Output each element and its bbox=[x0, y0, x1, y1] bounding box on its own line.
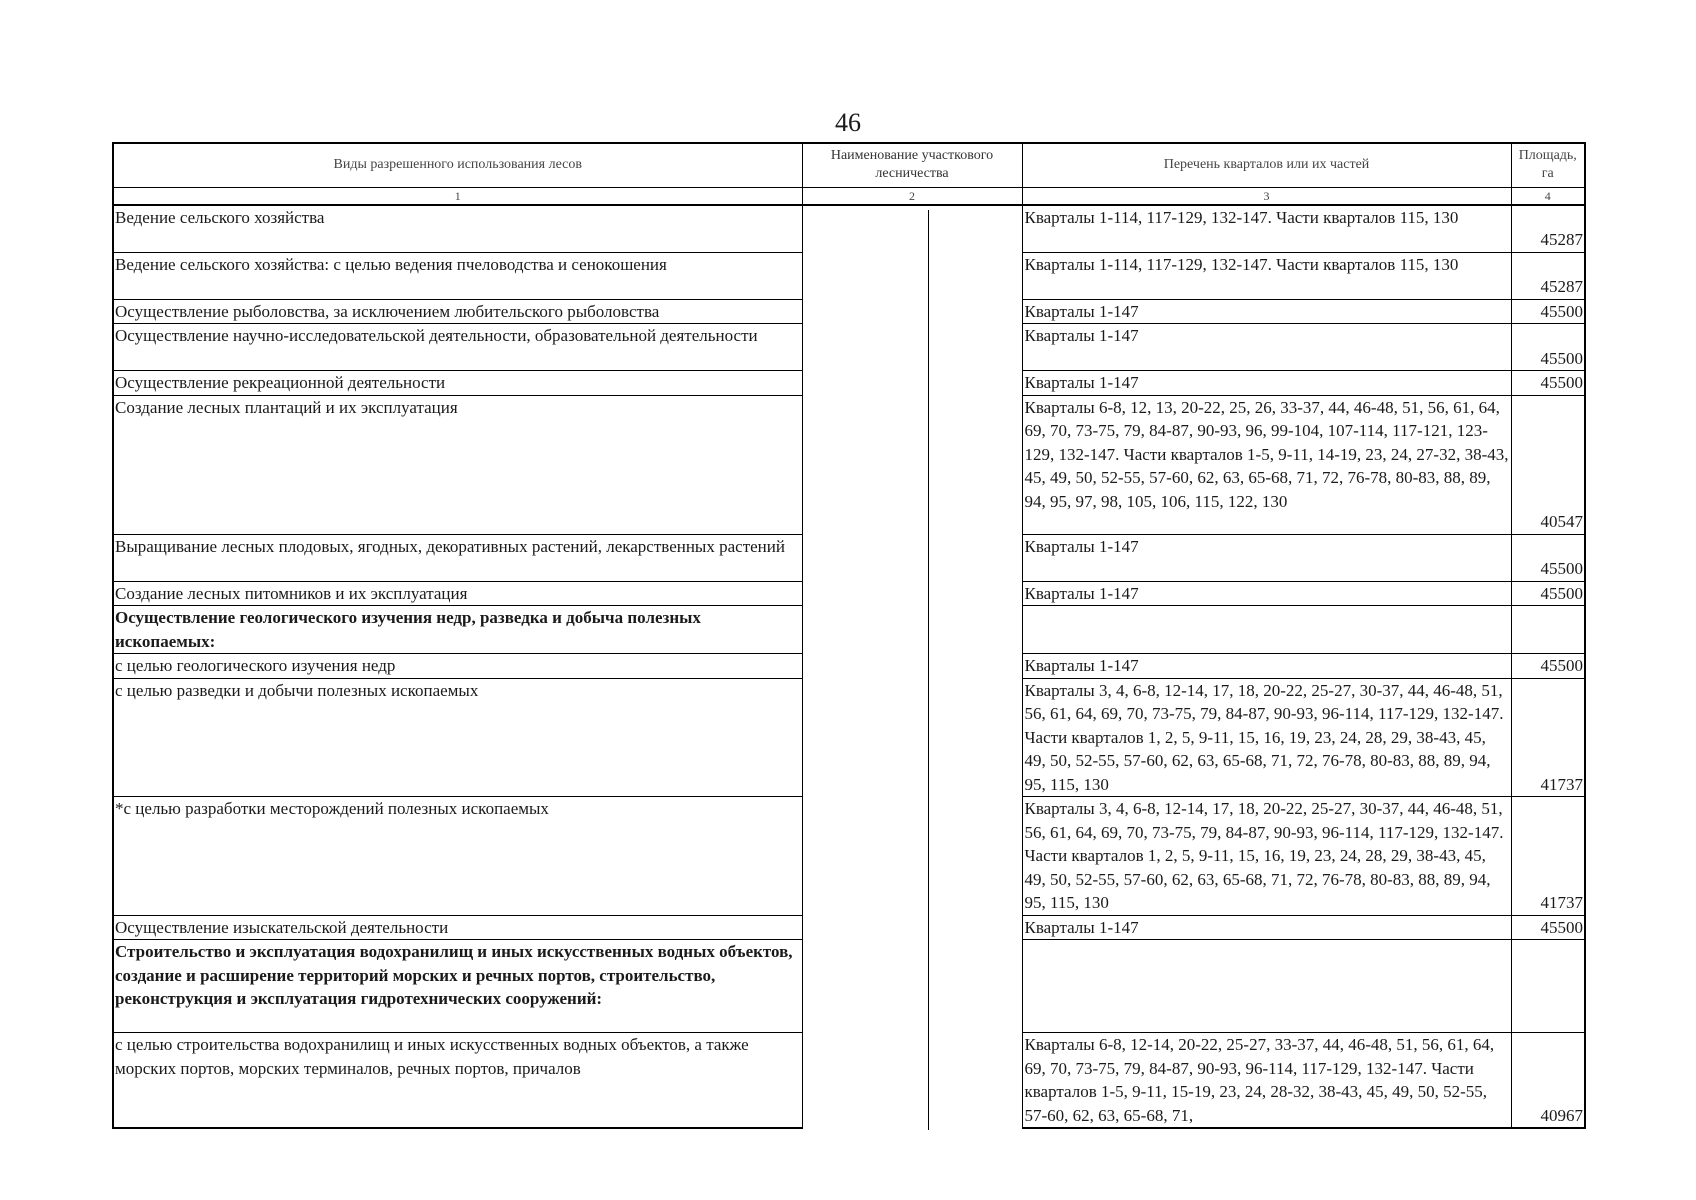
area-cell bbox=[1511, 606, 1585, 654]
use-type-cell: Строительство и эксплуатация водохранилищ и иных искусственных водных объектов, создание и расширение территорий морских и речных портов, строительство, реконструкция и эксплуатация гидротехнических сооружений: bbox=[113, 940, 802, 1033]
forestry-column-divider bbox=[928, 210, 929, 1130]
table-row bbox=[113, 606, 1585, 654]
quarters-cell: Кварталы 1-114, 117-129, 132-147. Части кварталов 115, 130 bbox=[1022, 252, 1511, 299]
use-type-cell: Осуществление изыскательской деятельности bbox=[113, 915, 802, 940]
use-type-cell: Создание лесных плантаций и их эксплуатация bbox=[113, 395, 802, 534]
area-cell: 41737 bbox=[1511, 678, 1585, 797]
quarters-cell: Кварталы 1-147 bbox=[1022, 371, 1511, 396]
header-area: Площадь, га bbox=[1511, 143, 1585, 187]
column-number-1: 1 bbox=[113, 187, 802, 205]
table-row bbox=[113, 534, 1585, 581]
table-row bbox=[113, 797, 1585, 916]
quarters-cell bbox=[1022, 940, 1511, 1033]
table-row bbox=[113, 915, 1585, 940]
forestry-cell bbox=[802, 205, 1022, 252]
forestry-cell bbox=[802, 534, 1022, 581]
area-cell: 45500 bbox=[1511, 324, 1585, 371]
column-number-4: 4 bbox=[1511, 187, 1585, 205]
quarters-cell bbox=[1022, 606, 1511, 654]
quarters-cell: Кварталы 1-114, 117-129, 132-147. Части кварталов 115, 130 bbox=[1022, 205, 1511, 252]
forestry-cell bbox=[802, 915, 1022, 940]
forestry-cell bbox=[802, 371, 1022, 396]
quarters-cell: Кварталы 1-147 bbox=[1022, 299, 1511, 324]
forestry-cell bbox=[802, 678, 1022, 797]
use-type-cell: Ведение сельского хозяйства: с целью ведения пчеловодства и сенокошения bbox=[113, 252, 802, 299]
table-row bbox=[113, 940, 1585, 1033]
area-cell: 45500 bbox=[1511, 581, 1585, 606]
forestry-cell bbox=[802, 581, 1022, 606]
column-number-3: 3 bbox=[1022, 187, 1511, 205]
quarters-cell: Кварталы 6-8, 12-14, 20-22, 25-27, 33-37, 44, 46-48, 51, 56, 61, 64, 69, 70, 73-75, 79, 84-87, 90-93, 96-114, 117-129, 132-147. Части кварталов 1-5, 9-11, 15-19, 23, 24, 28-32, 38-43, 45, 49, 50, 52-55, 57-60, 62, 63, 65-68, 71, bbox=[1022, 1033, 1511, 1129]
forestry-cell bbox=[802, 797, 1022, 916]
use-type-cell: с целью геологического изучения недр bbox=[113, 654, 802, 679]
table-row bbox=[113, 252, 1585, 299]
quarters-cell: Кварталы 3, 4, 6-8, 12-14, 17, 18, 20-22, 25-27, 30-37, 44, 46-48, 51, 56, 61, 64, 69, 70, 73-75, 79, 84-87, 90-93, 96-114, 117-129, 132-147. Части кварталов 1, 2, 5, 9-11, 15, 16, 19, 23, 24, 28, 29, 38-43, 45, 49, 50, 52-55, 57-60, 62, 63, 65-68, 71, 72, 76-78, 80-83, 88, 89, 94, 95, 115, 130 bbox=[1022, 678, 1511, 797]
forestry-cell bbox=[802, 1033, 1022, 1129]
quarters-cell: Кварталы 1-147 bbox=[1022, 581, 1511, 606]
forestry-cell bbox=[802, 606, 1022, 654]
area-cell: 45500 bbox=[1511, 654, 1585, 679]
table-row bbox=[113, 299, 1585, 324]
use-type-cell: с целью строительства водохранилищ и иных искусственных водных объектов, а также морских портов, морских терминалов, речных портов, причалов bbox=[113, 1033, 802, 1129]
quarters-cell: Кварталы 3, 4, 6-8, 12-14, 17, 18, 20-22, 25-27, 30-37, 44, 46-48, 51, 56, 61, 64, 69, 70, 73-75, 79, 84-87, 90-93, 96-114, 117-129, 132-147. Части кварталов 1, 2, 5, 9-11, 15, 16, 19, 23, 24, 28, 29, 38-43, 45, 49, 50, 52-55, 57-60, 62, 63, 65-68, 71, 72, 76-78, 80-83, 88, 89, 94, 95, 115, 130 bbox=[1022, 797, 1511, 916]
forestry-cell bbox=[802, 252, 1022, 299]
forestry-cell bbox=[802, 940, 1022, 1033]
area-cell: 45287 bbox=[1511, 252, 1585, 299]
use-type-cell: Выращивание лесных плодовых, ягодных, декоративных растений, лекарственных растений bbox=[113, 534, 802, 581]
quarters-cell: Кварталы 1-147 bbox=[1022, 324, 1511, 371]
area-cell: 45500 bbox=[1511, 299, 1585, 324]
forest-use-table bbox=[112, 142, 1586, 1129]
forestry-cell bbox=[802, 324, 1022, 371]
quarters-cell: Кварталы 1-147 bbox=[1022, 654, 1511, 679]
table-header-row bbox=[113, 143, 1585, 187]
area-cell: 45500 bbox=[1511, 534, 1585, 581]
use-type-cell: с целью разведки и добычи полезных ископаемых bbox=[113, 678, 802, 797]
table-row bbox=[113, 678, 1585, 797]
header-forestry: Наименование участкового лесничества bbox=[802, 143, 1022, 187]
forestry-cell bbox=[802, 654, 1022, 679]
table-row bbox=[113, 1033, 1585, 1129]
area-cell: 40547 bbox=[1511, 395, 1585, 534]
use-type-cell: Создание лесных питомников и их эксплуатация bbox=[113, 581, 802, 606]
table-row bbox=[113, 395, 1585, 534]
area-cell: 45500 bbox=[1511, 915, 1585, 940]
use-type-cell: Ведение сельского хозяйства bbox=[113, 205, 802, 252]
table-row bbox=[113, 581, 1585, 606]
forestry-cell bbox=[802, 299, 1022, 324]
table-row bbox=[113, 654, 1585, 679]
forestry-cell bbox=[802, 395, 1022, 534]
area-cell: 45287 bbox=[1511, 205, 1585, 252]
table-row bbox=[113, 205, 1585, 252]
area-cell: 45500 bbox=[1511, 371, 1585, 396]
use-type-cell: Осуществление научно-исследовательской деятельности, образовательной деятельности bbox=[113, 324, 802, 371]
quarters-cell: Кварталы 6-8, 12, 13, 20-22, 25, 26, 33-37, 44, 46-48, 51, 56, 61, 64, 69, 70, 73-75, 79, 84-87, 90-93, 96, 99-104, 107-114, 117-121, 123-129, 132-147. Части кварталов 1-5, 9-11, 14-19, 23, 24, 27-32, 38-43, 45, 49, 50, 52-55, 57-60, 62, 63, 65-68, 71, 72, 76-78, 80-83, 88, 89, 94, 95, 97, 98, 105, 106, 115, 122, 130 bbox=[1022, 395, 1511, 534]
use-type-cell: Осуществление рыболовства, за исключением любительского рыболовства bbox=[113, 299, 802, 324]
header-quarters: Перечень кварталов или их частей bbox=[1022, 143, 1511, 187]
quarters-cell: Кварталы 1-147 bbox=[1022, 915, 1511, 940]
page-number: 46 bbox=[835, 108, 861, 137]
area-cell bbox=[1511, 940, 1585, 1033]
use-type-cell: *с целью разработки месторождений полезных ископаемых bbox=[113, 797, 802, 916]
area-cell: 40967 bbox=[1511, 1033, 1585, 1129]
table-row bbox=[113, 324, 1585, 371]
table-row bbox=[113, 371, 1585, 396]
quarters-cell: Кварталы 1-147 bbox=[1022, 534, 1511, 581]
column-number-2: 2 bbox=[802, 187, 1022, 205]
header-use-type: Виды разрешенного использования лесов bbox=[113, 143, 802, 187]
use-type-cell: Осуществление геологического изучения недр, разведка и добыча полезных ископаемых: bbox=[113, 606, 802, 654]
column-number-row bbox=[113, 187, 1585, 205]
area-cell: 41737 bbox=[1511, 797, 1585, 916]
use-type-cell: Осуществление рекреационной деятельности bbox=[113, 371, 802, 396]
